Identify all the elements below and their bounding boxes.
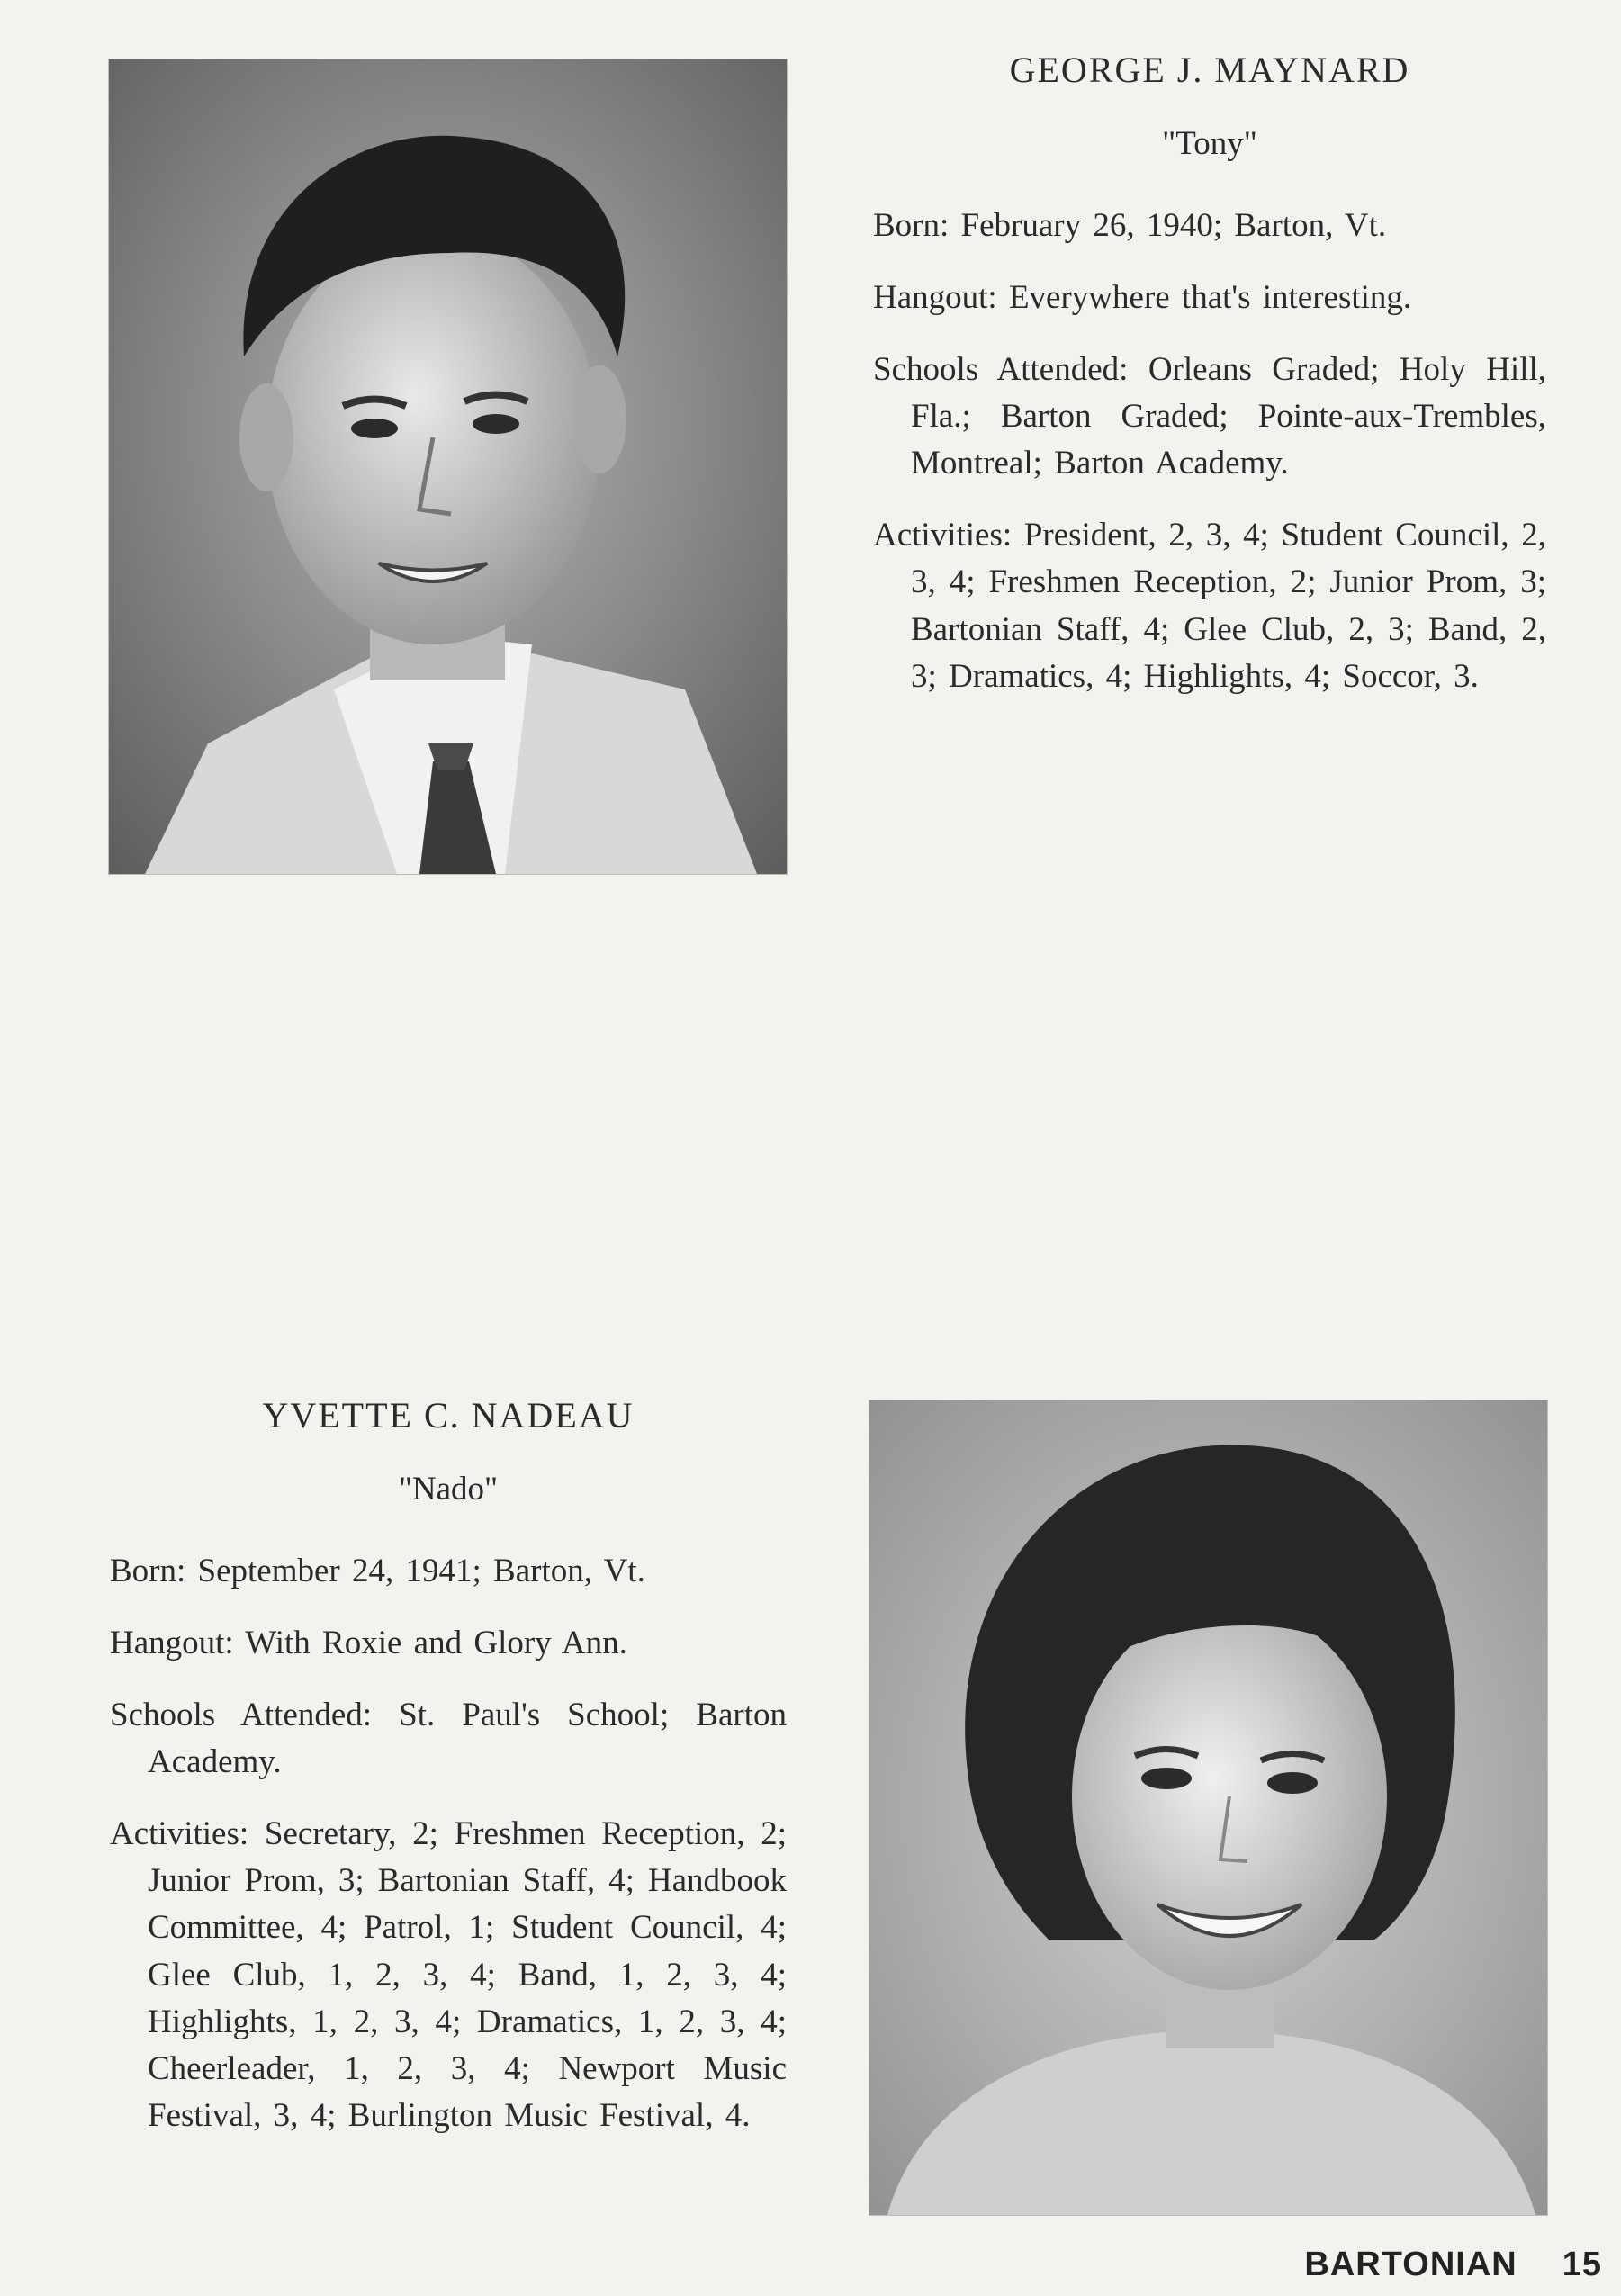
schools-value: St. Paul's School; Barton Academy.: [148, 1696, 787, 1781]
student-nickname: "Tony": [1162, 125, 1257, 163]
portrait-photo-maynard: [108, 59, 788, 875]
schools-entry: [873, 347, 1546, 487]
hangout-value: Everywhere that's interesting.: [1008, 278, 1412, 316]
born-value: September 24, 1941; Barton, Vt.: [197, 1552, 645, 1589]
student-nickname: "Nado": [398, 1471, 499, 1508]
activities-entry: [873, 512, 1546, 700]
activities-value: Secretary, 2; Freshmen Reception, 2; Junior Prom, 3; Bartonian Staff, 4; Handbook Committee, 4; Patrol, 1; Student Council, 4; Glee Club, 1, 2, 3, 4; Band, 1, 2, 3, 4; Highlights, 1, 2, 3, 4; Dramatics, 1, 2, 3, 4; Cheerleader, 1, 2, 3, 4; Newport Music Festival, 3, 4; Burlington Music Festival, 4.: [148, 1815, 787, 2135]
bio-nadeau: [110, 1391, 787, 2165]
student-name: GEORGE J. MAYNARD: [1009, 50, 1410, 90]
portrait-image: [869, 1400, 1547, 2215]
activities-value: President, 2, 3, 4; Student Council, 2, 3, 4; Freshmen Reception, 2; Junior Prom, 3; Bartonian Staff, 4; Glee Club, 2, 3; Band, 2, 3; Dramatics, 4; Highlights, 4; Soccor, 3.: [911, 517, 1547, 695]
schools-label: Schools Attended:: [873, 350, 1129, 388]
schools-label: Schools Attended:: [110, 1696, 373, 1733]
born-value: February 26, 1940; Barton, Vt.: [960, 206, 1387, 244]
page-number: 15: [1562, 2246, 1602, 2283]
hangout-entry: [110, 1620, 787, 1667]
hangout-label: Hangout:: [873, 278, 997, 316]
student-name: YVETTE C. NADEAU: [262, 1395, 635, 1436]
born-label: Born:: [110, 1552, 186, 1589]
hangout-value: With Roxie and Glory Ann.: [245, 1624, 627, 1661]
schools-value: Orleans Graded; Holy Hill, Fla.; Barton Graded; Pointe-aux-Trembles, Montreal; Barton Academy.: [911, 350, 1547, 482]
born-label: Born:: [873, 206, 950, 244]
portrait-photo-nadeau: [869, 1400, 1548, 2216]
activities-entry: [110, 1811, 787, 2139]
activities-label: Activities:: [110, 1815, 249, 1853]
activities-label: Activities:: [873, 517, 1013, 554]
bio-maynard: [873, 45, 1546, 725]
portrait-image: [109, 59, 787, 874]
hangout-label: Hangout:: [110, 1624, 234, 1661]
hangout-entry: [873, 275, 1546, 321]
publication-name: BARTONIAN: [1304, 2246, 1517, 2283]
born-entry: [110, 1548, 787, 1595]
page-footer: [1260, 2246, 1602, 2284]
schools-entry: [110, 1692, 787, 1786]
born-entry: [873, 203, 1546, 249]
